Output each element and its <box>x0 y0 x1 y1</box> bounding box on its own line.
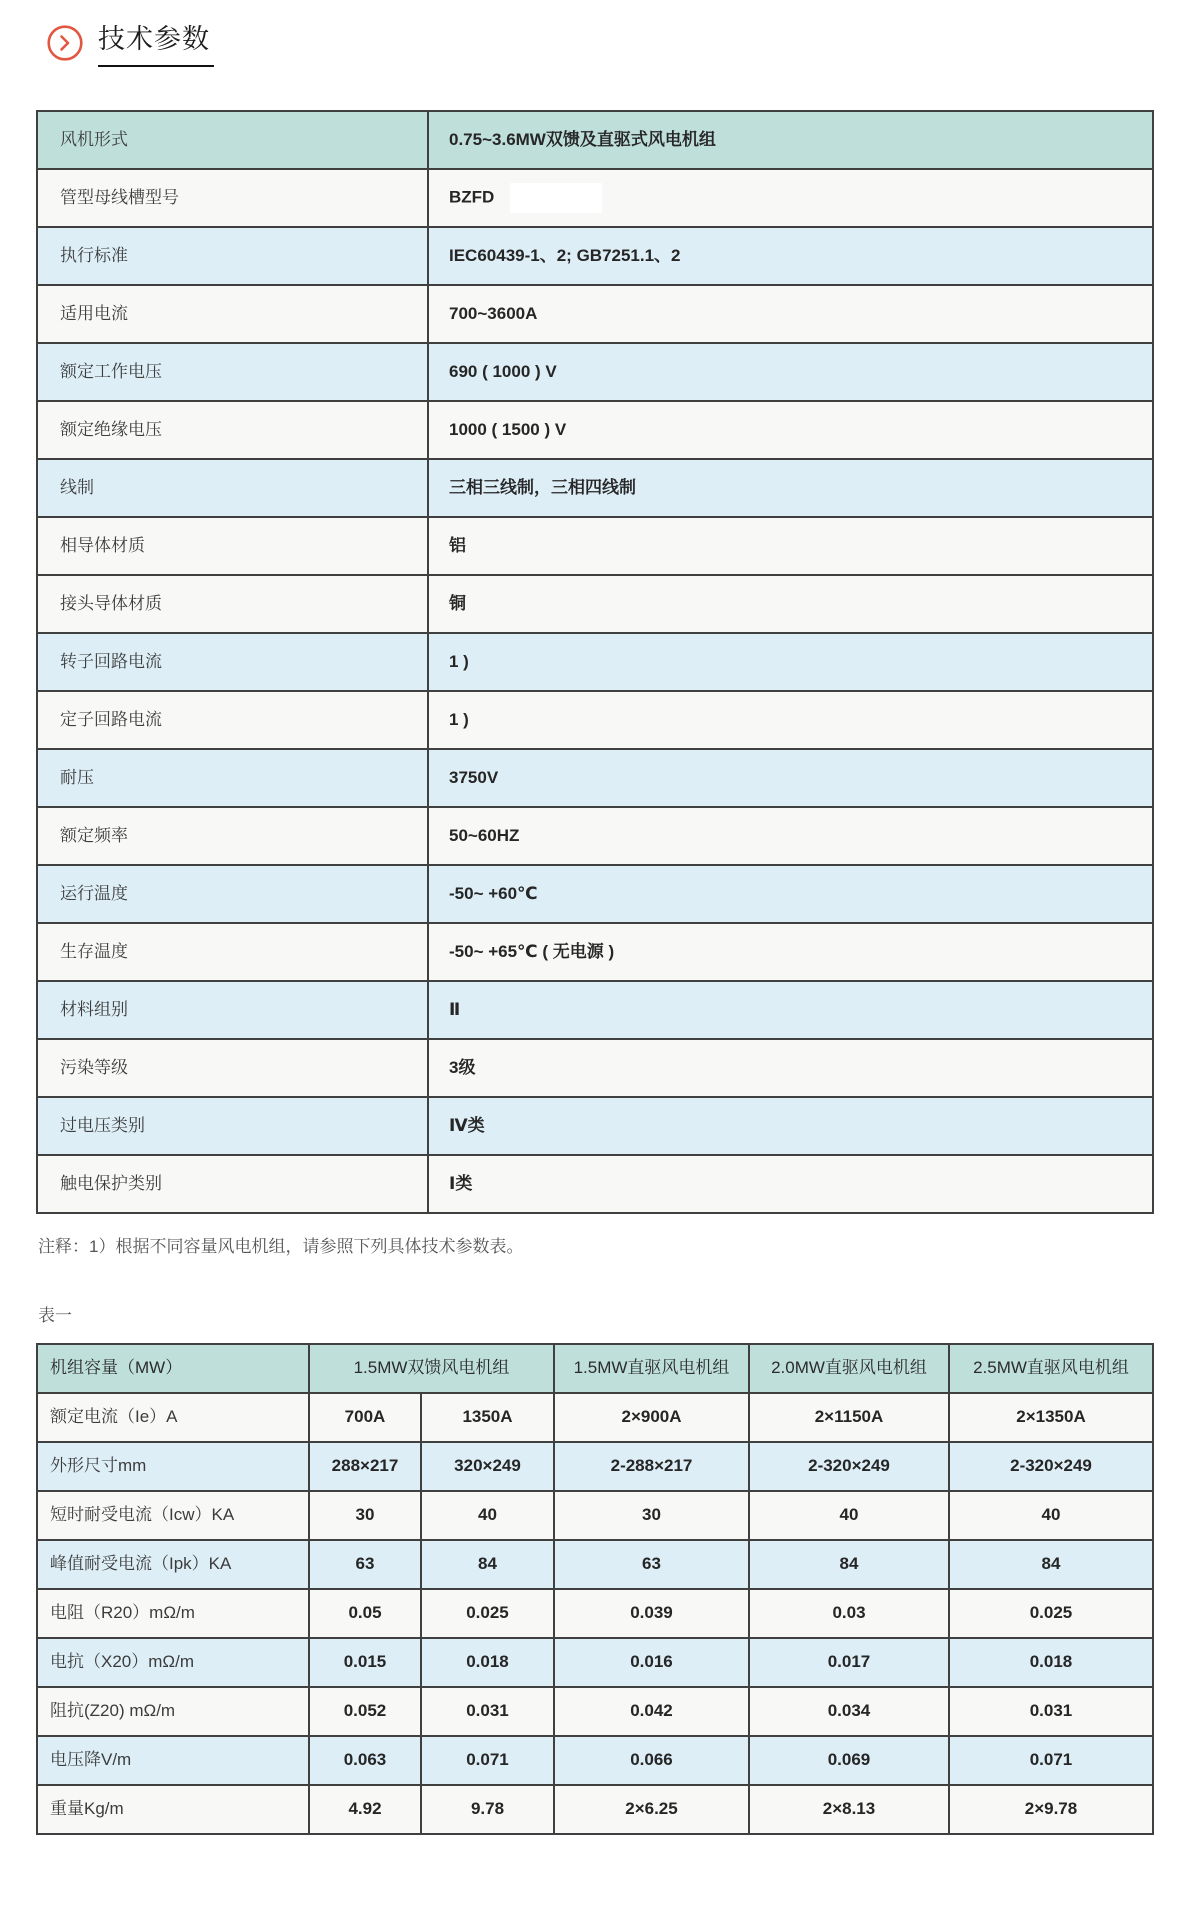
param-label: 额定频率 <box>37 807 428 865</box>
param-value: 铝 <box>428 517 1153 575</box>
param-value: 3级 <box>428 1039 1153 1097</box>
row-label: 重量Kg/m <box>37 1785 309 1834</box>
table-row <box>37 517 1153 575</box>
table-row <box>37 981 1153 1039</box>
table-row <box>37 1687 1153 1736</box>
table-row <box>37 1785 1153 1834</box>
cell-value: 0.052 <box>309 1687 421 1736</box>
params-header-row <box>37 1344 1153 1393</box>
cell-value: 0.031 <box>949 1687 1153 1736</box>
cell-value: 84 <box>421 1540 554 1589</box>
param-label: 污染等级 <box>37 1039 428 1097</box>
table-row <box>37 1736 1153 1785</box>
param-label: 接头导体材质 <box>37 575 428 633</box>
table-row <box>37 923 1153 981</box>
group-header: 1.5MW双馈风电机组 <box>309 1344 554 1393</box>
cell-value: 30 <box>554 1491 749 1540</box>
cell-value: 0.071 <box>421 1736 554 1785</box>
arrow-circle-icon <box>46 24 84 62</box>
table-row <box>37 227 1153 285</box>
row-label: 外形尺寸mm <box>37 1442 309 1491</box>
param-label: 线制 <box>37 459 428 517</box>
table-row <box>37 1638 1153 1687</box>
param-value: 50~60HZ <box>428 807 1153 865</box>
param-label: 转子回路电流 <box>37 633 428 691</box>
params-table <box>36 1343 1154 1835</box>
cell-value: 0.039 <box>554 1589 749 1638</box>
cell-value: 4.92 <box>309 1785 421 1834</box>
param-value: Ⅱ <box>428 981 1153 1039</box>
table-row <box>37 575 1153 633</box>
table-row <box>37 1393 1153 1442</box>
cell-value: 2×900A <box>554 1393 749 1442</box>
param-value: 700~3600A <box>428 285 1153 343</box>
param-label: 运行温度 <box>37 865 428 923</box>
cell-value: 2-320×249 <box>749 1442 949 1491</box>
param-value: IEC60439-1、2; GB7251.1、2 <box>428 227 1153 285</box>
spec-table <box>36 110 1154 1214</box>
param-value: 3750V <box>428 749 1153 807</box>
cell-value: 1350A <box>421 1393 554 1442</box>
cell-value: 0.025 <box>949 1589 1153 1638</box>
cell-value: 0.03 <box>749 1589 949 1638</box>
corner-header: 机组容量（MW） <box>37 1344 309 1393</box>
table-row <box>37 865 1153 923</box>
param-label: 额定工作电压 <box>37 343 428 401</box>
param-label: 管型母线槽型号 <box>37 169 428 227</box>
row-label: 电抗（X20）mΩ/m <box>37 1638 309 1687</box>
param-value: Ⅳ类 <box>428 1097 1153 1155</box>
param-label: 生存温度 <box>37 923 428 981</box>
group-header: 2.0MW直驱风电机组 <box>749 1344 949 1393</box>
cell-value: 700A <box>309 1393 421 1442</box>
param-label: 触电保护类别 <box>37 1155 428 1213</box>
param-label: 材料组别 <box>37 981 428 1039</box>
cell-value: 0.016 <box>554 1638 749 1687</box>
table-row <box>37 401 1153 459</box>
cell-value: 0.025 <box>421 1589 554 1638</box>
param-value: 铜 <box>428 575 1153 633</box>
cell-value: 2-288×217 <box>554 1442 749 1491</box>
row-label: 峰值耐受电流（Ipk）KA <box>37 1540 309 1589</box>
table-row <box>37 749 1153 807</box>
param-label: 风机形式 <box>37 111 428 169</box>
param-label: 定子回路电流 <box>37 691 428 749</box>
cell-value: 2×1150A <box>749 1393 949 1442</box>
cell-value: 0.015 <box>309 1638 421 1687</box>
table-row <box>37 1442 1153 1491</box>
param-label: 额定绝缘电压 <box>37 401 428 459</box>
table-row <box>37 169 1153 227</box>
param-label: 适用电流 <box>37 285 428 343</box>
param-value <box>428 169 1153 227</box>
cell-value: 288×217 <box>309 1442 421 1491</box>
table-row <box>37 285 1153 343</box>
table-row <box>37 1491 1153 1540</box>
cell-value: 0.063 <box>309 1736 421 1785</box>
cell-value: 0.018 <box>949 1638 1153 1687</box>
cell-value: 2-320×249 <box>949 1442 1153 1491</box>
cell-value: 40 <box>949 1491 1153 1540</box>
param-label: 过电压类别 <box>37 1097 428 1155</box>
cell-value: 40 <box>421 1491 554 1540</box>
row-label: 阻抗(Z20) mΩ/m <box>37 1687 309 1736</box>
cell-value: 30 <box>309 1491 421 1540</box>
cell-value: 0.071 <box>949 1736 1153 1785</box>
page-title: 技术参数 <box>98 22 214 67</box>
section-header <box>46 22 1200 86</box>
cell-value: 2×1350A <box>949 1393 1153 1442</box>
table-row <box>37 1589 1153 1638</box>
table-row <box>37 633 1153 691</box>
table-row <box>37 1540 1153 1589</box>
param-value: -50~ +65℃ ( 无电源 ) <box>428 923 1153 981</box>
table-row <box>37 1097 1153 1155</box>
param-value: 1000 ( 1500 ) V <box>428 401 1153 459</box>
param-value: Ⅰ类 <box>428 1155 1153 1213</box>
table-row <box>37 1039 1153 1097</box>
param-value: -50~ +60℃ <box>428 865 1153 923</box>
cell-value: 84 <box>949 1540 1153 1589</box>
table-row <box>37 459 1153 517</box>
cell-value: 0.018 <box>421 1638 554 1687</box>
param-label: 耐压 <box>37 749 428 807</box>
cell-value: 2×8.13 <box>749 1785 949 1834</box>
row-label: 电压降V/m <box>37 1736 309 1785</box>
cell-value: 320×249 <box>421 1442 554 1491</box>
param-value: 0.75~3.6MW双馈及直驱式风电机组 <box>428 111 1153 169</box>
table-caption: 表一 <box>38 1306 72 1325</box>
param-value: 690 ( 1000 ) V <box>428 343 1153 401</box>
row-label: 电阻（R20）mΩ/m <box>37 1589 309 1638</box>
cell-value: 63 <box>554 1540 749 1589</box>
group-header: 1.5MW直驱风电机组 <box>554 1344 749 1393</box>
cell-value: 84 <box>749 1540 949 1589</box>
footnote-text: 注释：1）根据不同容量风电机组，请参照下列具体技术参数表。 <box>38 1237 524 1256</box>
param-value: 三相三线制，三相四线制 <box>428 459 1153 517</box>
cell-value: 2×6.25 <box>554 1785 749 1834</box>
cell-value: 0.066 <box>554 1736 749 1785</box>
cell-value: 0.069 <box>749 1736 949 1785</box>
table-row <box>37 691 1153 749</box>
cell-value: 2×9.78 <box>949 1785 1153 1834</box>
cell-value: 9.78 <box>421 1785 554 1834</box>
cell-value: 0.042 <box>554 1687 749 1736</box>
table-row <box>37 343 1153 401</box>
cell-value: 0.017 <box>749 1638 949 1687</box>
group-header: 2.5MW直驱风电机组 <box>949 1344 1153 1393</box>
cell-value: 0.05 <box>309 1589 421 1638</box>
table-row <box>37 807 1153 865</box>
param-label: 执行标准 <box>37 227 428 285</box>
cell-value: 0.034 <box>749 1687 949 1736</box>
cell-value: 40 <box>749 1491 949 1540</box>
redacted-patch <box>510 183 602 213</box>
cell-value: 0.031 <box>421 1687 554 1736</box>
cell-value: 63 <box>309 1540 421 1589</box>
row-label: 短时耐受电流（Icw）KA <box>37 1491 309 1540</box>
param-value: 1 ) <box>428 633 1153 691</box>
table-row <box>37 111 1153 169</box>
row-label: 额定电流（Ie）A <box>37 1393 309 1442</box>
param-label: 相导体材质 <box>37 517 428 575</box>
param-value: 1 ) <box>428 691 1153 749</box>
param-value-text: BZFD <box>449 187 495 207</box>
table-row <box>37 1155 1153 1213</box>
